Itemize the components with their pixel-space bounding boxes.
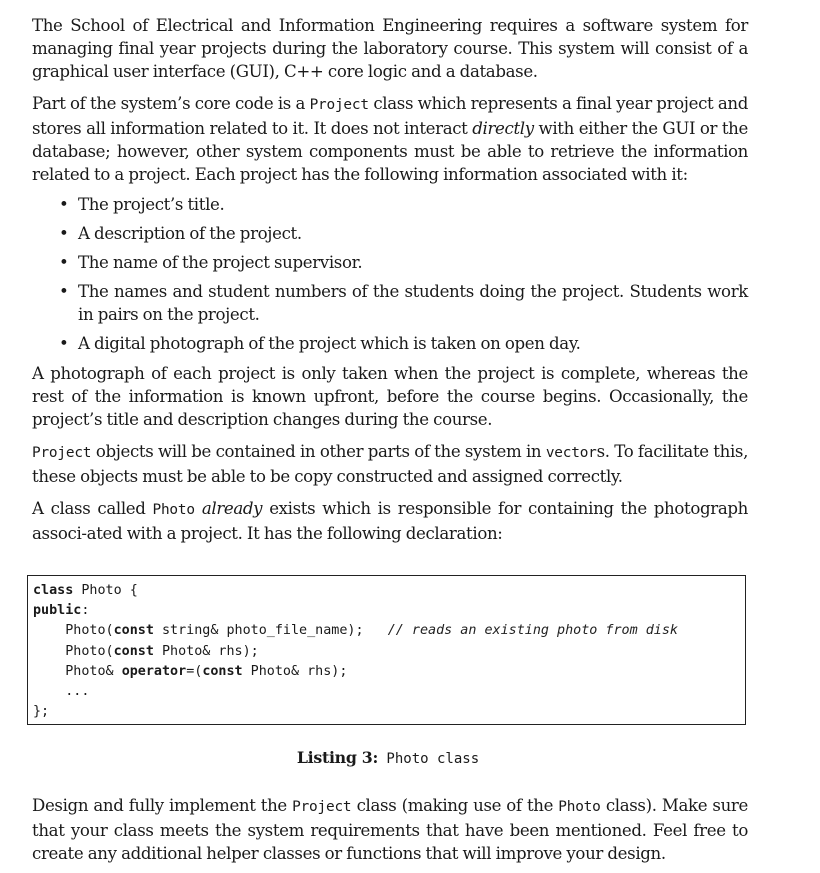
list-item: [32, 280, 748, 326]
code-keyword: public: [33, 603, 82, 619]
list-item: [32, 222, 748, 245]
core-code-paragraph: [32, 92, 748, 186]
task-section: [32, 794, 748, 865]
code-line: [33, 682, 745, 702]
photograph-paragraph: [32, 362, 748, 431]
code-line: [33, 581, 745, 601]
list-item: [32, 251, 748, 274]
code-text: Photo(: [65, 643, 114, 659]
vector-code: vector: [545, 445, 597, 461]
project-class-code: Project: [309, 97, 369, 113]
listing-caption: [0, 747, 776, 770]
photograph-text: A photograph of each project is only taken when the project is complete, whereas the rest of the information is known upfront, before the course begins. Occasionally, the project’s title and description changes during the course.: [32, 364, 748, 429]
code-text: Photo&: [65, 663, 122, 679]
code-text: string& photo_file_name);: [153, 623, 388, 639]
bullet-icon: •: [59, 282, 69, 301]
task-paragraph: [32, 794, 748, 865]
code-text: =(: [186, 663, 203, 679]
code-text: Photo(: [65, 623, 114, 639]
vector-paragraph: [32, 440, 748, 488]
requirement-text: The project’s title.: [78, 195, 225, 214]
photo-space: [195, 499, 202, 518]
core-text-c: with either the GUI or the database; however, other system components must be able to retrieve the information related to a project. Each project has the following information associated with it:: [32, 119, 748, 184]
caption-text: Photo class: [378, 751, 480, 767]
requirement-text: The names and student numbers of the students doing the project. Students work in pairs on the project.: [78, 282, 748, 324]
code-indent: [33, 623, 65, 638]
photo-text-b: exists which is responsible for containing the photograph associ-ated with a project. It has the following declaration:: [32, 499, 748, 543]
code-indent: [33, 664, 65, 679]
requirements-list: [32, 193, 748, 355]
photo-text-a: A class called: [32, 499, 153, 518]
core-text-a: Part of the system’s core code is a: [32, 94, 310, 113]
code-keyword: const: [113, 623, 154, 639]
vector-text-b: s. To facilitate this, these objects must be able to be copy constructed and assigned correctly.: [32, 442, 748, 486]
requirement-text: A digital photograph of the project which is taken on open day.: [78, 334, 581, 353]
requirement-text: A description of the project.: [78, 224, 302, 243]
project-code: Project: [32, 445, 92, 461]
already-emphasis: already: [201, 499, 263, 518]
project-code: Project: [292, 799, 352, 815]
vector-text-a: objects will be contained in other parts of the system in: [91, 442, 546, 461]
bullet-icon: •: [59, 253, 69, 272]
code-indent: [33, 644, 65, 659]
code-keyword: const: [113, 643, 154, 659]
code-line: [33, 601, 745, 621]
photo-code: Photo: [152, 502, 195, 518]
code-text: };: [33, 704, 50, 720]
bullet-icon: •: [59, 334, 69, 353]
code-line: [33, 702, 745, 722]
task-text-a: Design and fully implement the: [32, 796, 293, 815]
code-text: :: [81, 603, 90, 619]
code-ellipsis: ...: [33, 683, 90, 699]
code-text: Photo {: [73, 583, 138, 598]
code-line: [33, 621, 745, 641]
code-line: [33, 642, 745, 662]
photo-class-paragraph: [32, 497, 748, 545]
requirement-text: The name of the project supervisor.: [78, 253, 363, 272]
code-comment: // reads an existing photo from disk: [387, 623, 678, 639]
list-item: [32, 193, 748, 216]
code-text: Photo& rhs);: [153, 643, 259, 659]
code-keyword: const: [202, 663, 243, 679]
code-text: Photo& rhs);: [242, 663, 348, 679]
list-item: [32, 332, 748, 355]
bullet-icon: •: [59, 224, 69, 243]
task-text-c: class). Make sure that your class meets the system requirements that have been mentioned. Feel free to create any additional helper classes or functions that will improve your design.: [32, 796, 748, 863]
intro-paragraph: [32, 14, 748, 83]
photo-code: Photo: [558, 799, 601, 815]
intro-text: The School of Electrical and Information Engineering requires a software system for managing final year projects during the laboratory course. This system will consist of a graphical user interface (GUI), C++ core logic and a database.: [32, 16, 748, 81]
code-listing: [27, 575, 746, 725]
caption-label: Listing 3:: [296, 748, 378, 767]
document-body: [32, 14, 748, 545]
bullet-icon: •: [59, 195, 69, 214]
code-keyword: operator: [121, 663, 187, 679]
directly-emphasis: directly: [472, 119, 534, 138]
code-keyword: class: [33, 583, 74, 598]
task-text-b: class (making use of the: [351, 796, 559, 815]
core-text-b: class which represents a final year project and stores all information related to it. It does not interact: [32, 94, 749, 138]
code-line: [33, 662, 745, 682]
